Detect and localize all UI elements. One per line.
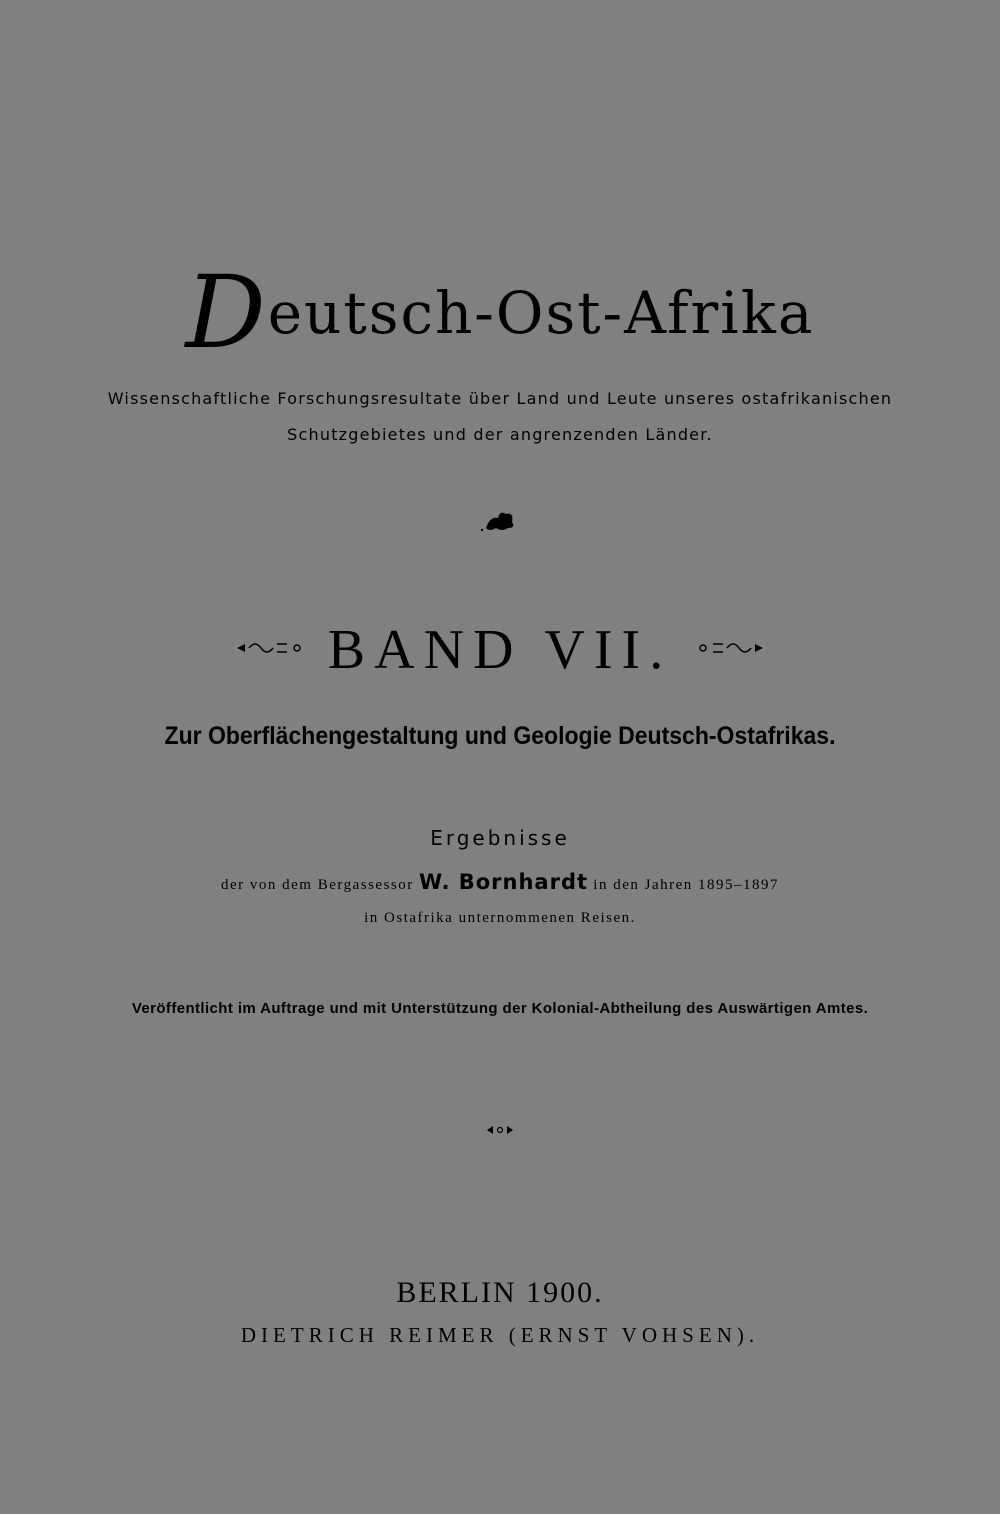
subtitle-line-1: Wissenschaftliche Forschungsresultate über Land und Leute unseres ostafrikanischen [107,389,893,408]
volume-subject: Zur Oberflächengestaltung und Geologie Deutsch-Ostafrikas. [164,722,836,750]
volume-label: BAND VII. [327,619,673,681]
author-name: W. Bornhardt [419,870,589,894]
volume-heading [0,618,1000,688]
author-suffix: in den Jahren 1895–1897 [593,877,780,893]
title-rest: eutsch-Ost-Afrika [267,279,815,347]
publication-note: Veröffentlicht im Auftrage und mit Unterstützung der Kolonial-Abtheilung des Auswärtigen Amtes. [131,1000,869,1017]
subtitle-line-2: Schutzgebietes und der angrenzenden Länder. [287,425,713,444]
small-ornament-icon [0,1122,1000,1142]
travels-line: in Ostafrika unternommenen Reisen. [364,910,636,926]
author-prefix: der von dem Bergassessor [220,877,414,893]
results-heading: Ergebnisse [430,826,570,850]
leaf-ornament-icon [0,508,1000,538]
publisher: DIETRICH REIMER (ERNST VOHSEN). [240,1323,760,1347]
city-year: BERLIN 1900. [396,1276,604,1309]
author-line [0,870,1000,894]
right-ornament-icon [695,638,765,662]
title-initial: D [185,254,268,371]
left-ornament-icon [235,638,305,662]
series-title [0,254,1000,371]
